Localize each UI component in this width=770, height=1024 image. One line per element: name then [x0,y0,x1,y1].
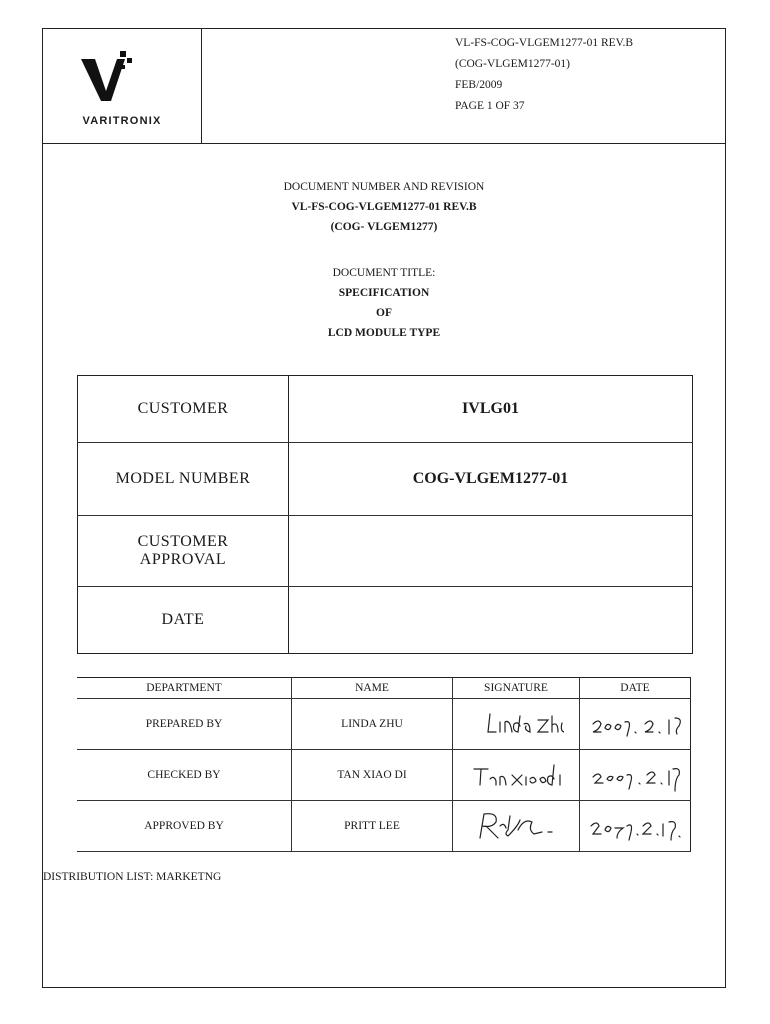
customer-approval-value [289,516,693,587]
customer-approval-label-line2: APPROVAL [139,551,227,568]
page-number: PAGE 1 OF 37 [455,100,525,112]
doc-number-model: (COG- VLGEM1277) [330,221,438,233]
doc-title-line3: LCD MODULE TYPE [327,327,441,339]
document-page [42,28,726,988]
document-number-block [43,177,725,237]
handwritten-signature-pritt-lee [468,808,564,844]
handwritten-date [587,757,683,793]
name-cell: TAN XIAO DI [292,750,453,801]
date-cell [580,699,691,750]
date-label: DATE [78,587,289,654]
customer-label: CUSTOMER [78,376,289,443]
customer-table [77,375,693,654]
signoff-row [77,801,691,852]
doc-title-heading: DOCUMENT TITLE: [332,267,436,279]
signoff-table [77,677,691,852]
name-cell: LINDA ZHU [292,699,453,750]
doc-title-line2: OF [376,307,392,319]
department-cell: PREPARED BY [77,699,292,750]
customer-approval-row [78,516,693,587]
doc-id: VL-FS-COG-VLGEM1277-01 REV.B [455,37,634,49]
customer-approval-label-line1: CUSTOMER [137,533,229,550]
logo-text: VARITRONIX [82,115,162,127]
doc-number-heading: DOCUMENT NUMBER AND REVISION [283,181,485,193]
doc-title-line1: SPECIFICATION [338,287,430,299]
model-number-value: COG-VLGEM1277-01 [289,443,693,516]
date-value [289,587,693,654]
date-row [78,587,693,654]
varitronix-logo-icon [79,49,135,109]
handwritten-signature-linda-zhu [468,706,564,742]
doc-date: FEB/2009 [455,79,503,91]
handwritten-date [587,706,683,742]
department-cell: CHECKED BY [77,750,292,801]
customer-row [78,376,693,443]
model-number-row [78,443,693,516]
doc-number-value: VL-FS-COG-VLGEM1277-01 REV.B [291,201,477,213]
signature-cell [453,699,580,750]
document-title-block [43,263,725,343]
document-meta [455,33,633,117]
signoff-row [77,699,691,750]
model-number-label: MODEL NUMBER [78,443,289,516]
date-cell [580,801,691,852]
department-cell: APPROVED BY [77,801,292,852]
doc-model: (COG-VLGEM1277-01) [455,58,570,70]
document-header [43,29,725,144]
handwritten-signature-tan-xiao-di [468,757,564,793]
distribution-list: DISTRIBUTION LIST: MARKETNG [43,871,222,883]
date-header: DATE [580,678,691,699]
date-cell [580,750,691,801]
signature-header: SIGNATURE [453,678,580,699]
signature-cell [453,801,580,852]
signature-cell [453,750,580,801]
signoff-header-row [77,678,691,699]
signoff-row [77,750,691,801]
customer-approval-label [78,516,289,587]
department-header: DEPARTMENT [77,678,292,699]
logo-cell [43,29,202,143]
name-cell: PRITT LEE [292,801,453,852]
name-header: NAME [292,678,453,699]
customer-value: IVLG01 [289,376,693,443]
handwritten-date [587,808,683,844]
